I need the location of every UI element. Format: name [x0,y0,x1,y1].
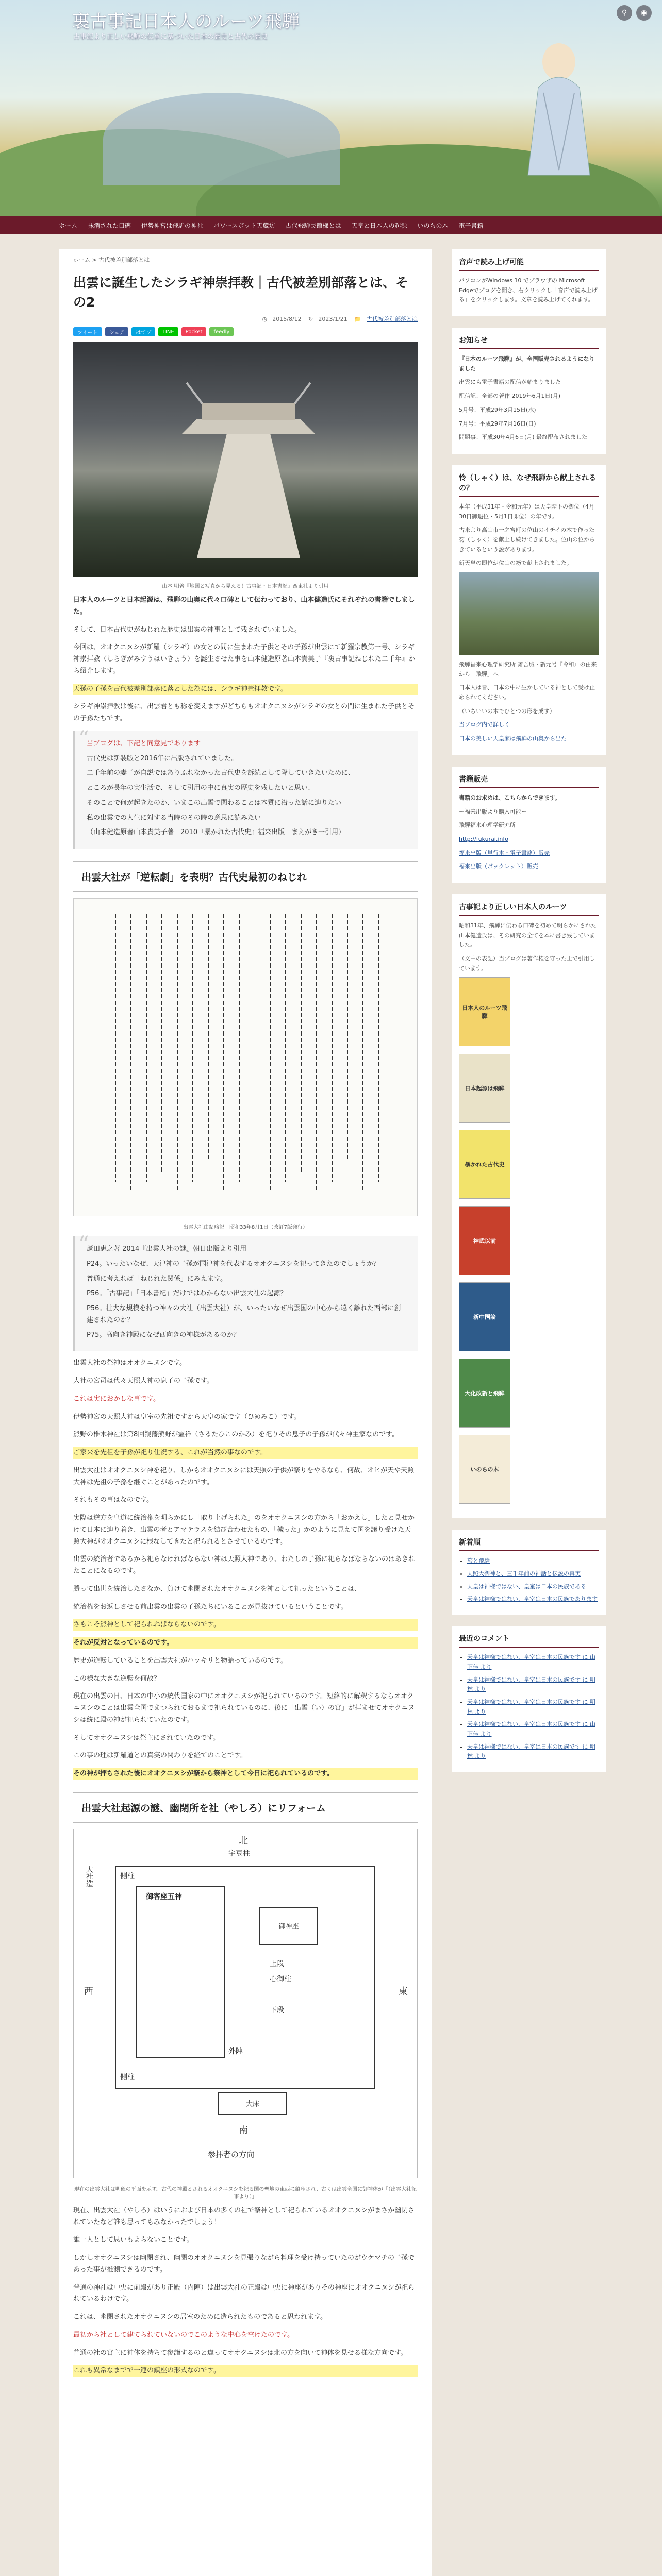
widget-text: ー福来出版より購入可能ー [459,808,527,815]
quote-block [73,1232,418,1351]
diagram-outer-sanctum: 外陣 [228,2047,243,2056]
quote-line: 二千年前の妻子が自説ではありふれなかった古代史を訴続として降していきたいために、 [87,769,355,777]
diagram-south: 南 [239,2125,248,2136]
diagram-east: 東 [399,1986,408,1997]
tweet-button[interactable]: ツイート [73,327,102,336]
photo-caption: 山本 明著『地図と写真から見える！古事記・日本書紀』西東社より引用 [162,584,329,589]
widget-title: 書籍販売 [459,774,599,788]
body-paragraph: 誰一人として思いもよらないことです。 [73,2236,193,2244]
diagram-inner-room [136,1886,225,2058]
body-paragraph: 普通の神社は中央に前殿があり正殿（内陣）は出雲大社の正殿は中央に神座がありその神座にオオクニヌシが祀られているわけです。 [73,2283,415,2303]
category-link[interactable]: 古代被差別部落とは [367,316,418,323]
quote-line: P56。壮大な規模を持つ神々の大社（出雲大社）が、いったいなぜ出雲国の中心から遠く離れた西部に創建されたのか？ [87,1304,401,1324]
quote-line: P75。高向き神殿になぜ西向きの神様があるのか？ [87,1331,240,1339]
nav-erased-legends[interactable]: 抹消された口碑 [88,222,131,229]
body-paragraph: 実際は逆方を皇道に統治権を明らかにし「取り上げられた」のをオオクニヌシの方から「おかえし」したと見せかけて日本に辿り着き、出雲の者とアマテラスを結び合わせたもの、「穢った」かのように見えて国を譲り受けた天照大神がオオクニヌシに根なしてきたと祀られるとさせているのです。 [73,1514,415,1546]
quote-line: 古代史は新装版と2016年に出版されていました。 [87,754,238,762]
body-paragraph: この事の理は新羅道との真実の関わりを経てのことです。 [73,1752,247,1760]
quote-line: ところが長年の実生活で、そして引用の中に真実の歴史を残したいと思い、 [87,784,315,792]
body-paragraph: 歴史が逆転していることを出雲大社がハッキリと物語っているのです。 [73,1656,287,1665]
sidebar-link[interactable]: 当ブログ内で詳しく [459,721,510,728]
widget-new-posts [452,1530,606,1615]
widget-title: お知らせ [459,335,599,349]
breadcrumb-category[interactable]: 古代被差別部落とは [98,257,150,263]
intro-highlight: 天孫の子孫を古代被差別部落に落とした為には、シラギ神崇拝教です。 [73,684,418,696]
body-paragraph: 出雲大社の祭神はオオクニヌシです。 [73,1359,187,1367]
diagram-north: 北 [239,1835,248,1846]
news-item: 出雲にも電子書籍の配信が始まりました [459,379,561,386]
body-paragraph: 統治権をお返しさせる前出雲の出雲の子孫たちにいることが見抜けているということです。 [73,1603,347,1611]
new-post-link[interactable]: 天皇は神様ではない、皇室は日本の民族であります [467,1596,598,1603]
breadcrumb: ホーム > 古代被差別部落とは [73,257,150,263]
shrine-floor-plan [73,1829,418,2178]
intro-paragraph: 今回は、オオクニヌシが新羅（シラギ）の女との間に生まれた子供とその子孫が出雲にて新羅宗教第一号、シラギ神崇拝教（しらぎがみすうはいきょう）を誕生させた事を山本健造原著山本貴美子『裏古事記ねじれた二千年』から紹介します。 [73,643,416,675]
body-paragraph: そしてオオクニヌシは祭主にされていたのです。 [73,1734,220,1742]
rss-icon[interactable]: ◉ [636,5,652,21]
diagram-caption: 現在の出雲大社は明確の平面を示す。古代の神殿とされるオオクニヌシを祀る国の聖地の東西に鎮座され、古くは出雲全国に御神体が「（出雲大社記事より）」 [74,2186,417,2200]
search-icon[interactable]: ⚲ [617,5,632,21]
news-item: 7月号：平成29年7月16日(日) [459,420,536,427]
date-updated: 2023/1/21 [318,316,347,323]
widget-text: 本年（平成31年・令和元年）は天皇陛下の御位（4月30日御退位・5月1日即位）の年です。 [459,503,594,520]
body-paragraph: この様な大きな逆転を何故？ [73,1674,161,1683]
book-cover[interactable]: 大化改新と飛騨 [459,1359,510,1428]
quote-source: （山本健造原著山本貴美子著 2010『暴かれた古代史』福来出版 まえがき一引用） [87,828,345,837]
site-title[interactable]: 裏古事記日本人のルーツ飛騨 [72,11,300,32]
book-cover[interactable]: 新中国論 [459,1282,510,1351]
body-paragraph: 勝って出世を統治したさなか、負けて幽閉されたオオクニヌシを神として祀ったということは、 [73,1585,361,1593]
widget-roots-books [452,894,606,1518]
body-highlight: ご家来を先祖を子孫が祀り仕祝する、これが当然の事なのです。 [73,1447,418,1459]
new-post-link[interactable]: 天照大御神と、三千年前の神話と伝説の真実 [467,1570,581,1578]
pocket-button[interactable]: Pocket [181,327,207,336]
quote-line: そのことで何が起きたのか、いまこの出雲で関わることは本質に沿った話に辿りたい [87,799,342,807]
diagram-side-pillar: 側柱 [120,1872,135,1880]
diagram-center-pillar: 心御柱 [270,1975,291,1984]
new-post-link[interactable]: 天皇は神様ではない、皇室は日本の民族である [467,1583,586,1590]
line-button[interactable]: LINE [158,327,178,336]
body-paragraph: 現在の出雲の日、日本の中小の統代国家の中にオオクニヌシが祀られているのです。短絡的に解釈するならオオクニヌシのことは出雲全国でまつられておるまで祀られているのに、後に「出雲（い）の宮」が拝ませてオオクニヌシは統に殿の神が祀られていたのです。 [73,1692,415,1724]
widget-title: 怜（しゃく）は、なぜ飛騨から献上されるの？ [459,472,599,497]
comment-link[interactable]: 天皇は神様ではない、皇室は日本の民族です に 山下佳 より [467,1721,595,1737]
body-highlight: その神が拝ちされた後にオオクニヌシが祭から祭神として今日に祀られているのです。 [73,1768,418,1780]
nav-home[interactable]: ホーム [59,222,78,229]
share-bar [73,327,418,336]
scan-caption: 出雲大社由緒略記 昭和33年8月1日（改訂7版発行） [183,1225,308,1230]
site-header [0,0,662,216]
quote-block [73,726,418,849]
article-meta [73,315,418,323]
widget-text: 日本人は皆、日本の中に生かしている神として受け止められてください。 [459,684,595,701]
widget-text: 新天皇の即位が位山の笏で献上されました。 [459,560,572,567]
body-paragraph: 出雲大社はオオクニヌシ神を祀り、しかもオオクニヌシには天照の子供が祭りをやるなら、何故、オヒが天や天照大神は先祖の子孫を継ぐことがあったのです。 [73,1466,415,1486]
quote-line: 普通に考えれば「ねじれた関係」にみえます。 [87,1275,227,1283]
widget-title: 古事記より正しい日本人のルーツ [459,902,599,916]
clock-icon: ◷ [262,316,268,323]
diagram-side-pillar: 側柱 [120,2073,135,2081]
body-paragraph: 熊野の椎木神社は第8回親藩熊野が霊祥（さるたひこのかみ）を祀りその息子の子孫が代々神主家なのです。 [73,1431,399,1439]
refresh-icon: ↻ [308,316,313,323]
diagram-upper-tier: 上段 [270,1959,284,1968]
photo-caption: 飛騨福来心理学研究所 斎吾城・新元号『令和』の由来から「飛騨」へ [459,661,597,677]
widget-text: 飛騨福来心理学研究所 [459,822,516,829]
widget-audio [452,249,606,316]
hatena-button[interactable]: はてブ [131,327,155,336]
diagram-sanctuary [259,1907,318,1945]
facebook-share-button[interactable]: シェア [105,327,129,336]
diagram-guest-seat: 御客座五神 [146,1892,182,1901]
widget-news [452,328,606,454]
diagram-pillar-label: 宇豆柱 [228,1849,250,1858]
widget-text: 書籍のお求めは、こちらからできます。 [459,794,561,801]
body-paragraph: これは実におかしな事です。 [73,1395,160,1403]
diagram-style-label: 大社造 [85,1865,93,1887]
diagram-sanctuary-label: 御神座 [278,1923,299,1931]
diagram-stairs-label: 大床 [245,2100,259,2109]
body-highlight: これも異常なまでで一連の鎮座の形式なのです。 [73,2365,418,2377]
intro-paragraph: シラギ神崇拝教は後に、出雲君とも称を変えますがどちらもオオクニヌシがシラギの女との間に生まれた子供とその子孫たちです。 [73,703,415,722]
widget-text: （文中の表記）当ブログは著作権を守った上で引用しています。 [459,955,595,972]
body-paragraph: 大社の宮司は代々天照大神の息子の子孫です。 [73,1377,213,1385]
widget-books [452,767,606,883]
widget-title: 新着順 [459,1537,599,1551]
books-link[interactable]: 福来出版（単行本・電子書籍）販売 [459,849,550,856]
shrine-photo [73,342,418,577]
widget-text: 昭和31年、飛騨に伝わる口碑を初めて明らかにされた山本健造氏は、その研究の全てを本に書き残していました。 [459,922,597,948]
main-nav [0,216,662,234]
comment-link[interactable]: 天皇は神様ではない、皇室は日本の民族です に 山下佳 より [467,1654,595,1670]
nav-emperor-origin[interactable]: 天皇と日本人の起源 [351,222,407,229]
intro-paragraph: 日本人のルーツと日本起源は、飛騨の山奥に代々口碑として伝わっており、山本健造氏にそれぞれの書籍でしました。 [73,596,415,616]
book-cover[interactable]: いのちの木 [459,1435,510,1504]
widget-text: パソコンがWindows 10 でブラウザの Microsoft Edgeでブログを開き、右クリックし「音声で読み上げる」をクリックします。文章を読み上げてくれます。 [459,277,598,303]
breadcrumb-home[interactable]: ホーム [73,257,90,263]
quote-source: 蘆田恵之著 2014『出雲大社の謎』朝日出版より引用 [87,1245,247,1253]
article-title: 出雲に誕生したシラギ神崇拝教｜古代被差別部落とは、その2 [73,275,409,310]
body-paragraph: 現在、出雲大社（やしろ）はいうにおよび日本の多くの社で祭神として祀られているオオクニヌシがまさか幽閉されていたなど誰も思ってもみなかったでしょう！ [73,2206,415,2226]
shrine-illustration [73,342,418,577]
body-paragraph: 出雲の統治者であるから祀らなければならない神は天照大神であり、わたしの子孫に祀らなばならないのはあきれたことになるのです。 [73,1555,416,1575]
news-item: 5月号：平成29年3月15日(水) [459,406,536,413]
section-heading: 出雲大社が「逆転劇」を表明？古代史最初のねじれ [73,861,418,892]
folder-icon: 📁 [354,316,361,323]
quote-line: P24。いったいなぜ、天津神の子孫が国津神を代表するオオクニヌシを祀ってきたのでしょうか？ [87,1260,380,1268]
body-paragraph: 伊勢神宮の天照大神は皇室の先祖ですから天皇の家です（ひめみこ）です。 [73,1413,301,1421]
site-subtitle: 古事記より正しい飛騨の伝承に基づいた日本の歴史と古代の歴史 [73,33,268,41]
books-url-link[interactable]: http://fukurai.info [459,835,508,842]
diagram-lower-tier: 下段 [270,2006,284,2014]
widget-shaku [452,465,606,755]
widget-text: 古来より高山市一之宮町の位山のイチイの木で作った笏（しゃく）を献上し続けてきました。位山の位からきているという説があります。 [459,527,595,553]
quote-line: P56。「古事記」「日本書紀」だけではわからない出雲大社の起源？ [87,1290,287,1298]
news-item: 『日本のルーツ飛騨』が、全国販売されるようになりました [459,355,595,372]
diagram-west: 西 [84,1986,93,1997]
news-item: 問題事：平成30年4月6日(月) 最終配布されました [459,434,588,441]
article-main [59,249,432,2576]
nav-ebooks[interactable]: 電子書籍 [458,222,484,229]
quote-icon: “ [78,1232,89,1256]
body-paragraph: 普通の社の宮主に神体を持ちて参詣するのと違ってオオクニヌシは北の方を向いて神体を見せる様な方向です。 [73,2349,407,2357]
feedly-button[interactable]: feedly [209,327,234,336]
monk-illustration [523,26,595,180]
widget-title: 音声で読み上げ可能 [459,257,599,271]
nav-power-spot[interactable]: パワースポット天蔵坊 [213,222,275,229]
body-paragraph: これは、幽閉されたオオクニヌシの居室のために造られたものであると思われます。 [73,2313,327,2321]
nav-ise-shrine[interactable]: 伊勢神宮は飛騨の神社 [141,222,204,229]
date-published: 2015/8/12 [272,316,302,323]
comment-link[interactable]: 天皇は神様ではない、皇室は日本の民族です に 明林 より [467,1676,595,1693]
diagram-visitor-direction: 参拝者の方向 [208,2149,255,2159]
body-highlight: それが反対となっているのです。 [73,1637,418,1649]
quote-line: 当ブログは、下記と同意見であります [87,739,201,748]
section-heading: 出雲大社起源の謎、幽閉所を社（やしろ）にリフォーム [73,1792,418,1823]
nav-ancient-hida[interactable]: 古代飛騨民館様とは [285,222,341,229]
book-cover[interactable]: 神武以前 [459,1206,510,1275]
quote-icon: “ [78,726,89,751]
body-paragraph: しかしオオクニヌシは幽閉され、幽閉のオオクニヌシを見張りながら料理を受け持っていたのがウケマチの子孫であった事が推測できるのです。 [73,2254,415,2274]
body-highlight: さもこそ熊神として祀られねばならないのです。 [73,1619,418,1631]
book-cover[interactable]: 日本人のルーツ飛騨 [459,977,510,1046]
body-paragraph: 最初から社として建てられていないのでこのような中心を空けたのです。 [73,2331,294,2339]
widget-text: （いちいいの木でひとつの形を成す） [459,707,555,715]
new-post-link[interactable]: 旅と飛騨 [467,1557,490,1565]
quote-line: 私の出雲での人生に対する当時のその時の意思に読みたい [87,814,261,822]
book-cover[interactable]: 暴かれた古代史 [459,1130,510,1199]
nav-tree-of-life[interactable]: いのちの木 [417,222,449,229]
intro-paragraph: そして、日本古代史がねじれた歴史は出雲の神事として残されていました。 [73,625,301,634]
sidebar-link[interactable]: 日本の美しい天皇家は飛騨の山奥から出た [459,735,567,742]
diagram-stairs [218,2092,287,2115]
widget-recent-comments [452,1626,606,1772]
mountain-decoration [103,93,340,185]
scanned-document [73,898,418,1216]
books-link[interactable]: 福来出版（ボックレット）販売 [459,863,538,870]
news-item: 配信記：全部の著作 2019年6月1日(月) [459,393,561,400]
comment-link[interactable]: 天皇は神様ではない、皇室は日本の民族です に 明林 より [467,1698,595,1715]
sidebar [452,249,606,2576]
sidebar-photo [459,572,599,655]
body-paragraph: それもその事はなのです。 [73,1496,153,1504]
widget-title: 最近のコメント [459,1633,599,1648]
book-cover[interactable]: 日本起源は飛騨 [459,1054,510,1123]
comment-link[interactable]: 天皇は神様ではない、皇室は日本の民族です に 明林 より [467,1743,595,1760]
